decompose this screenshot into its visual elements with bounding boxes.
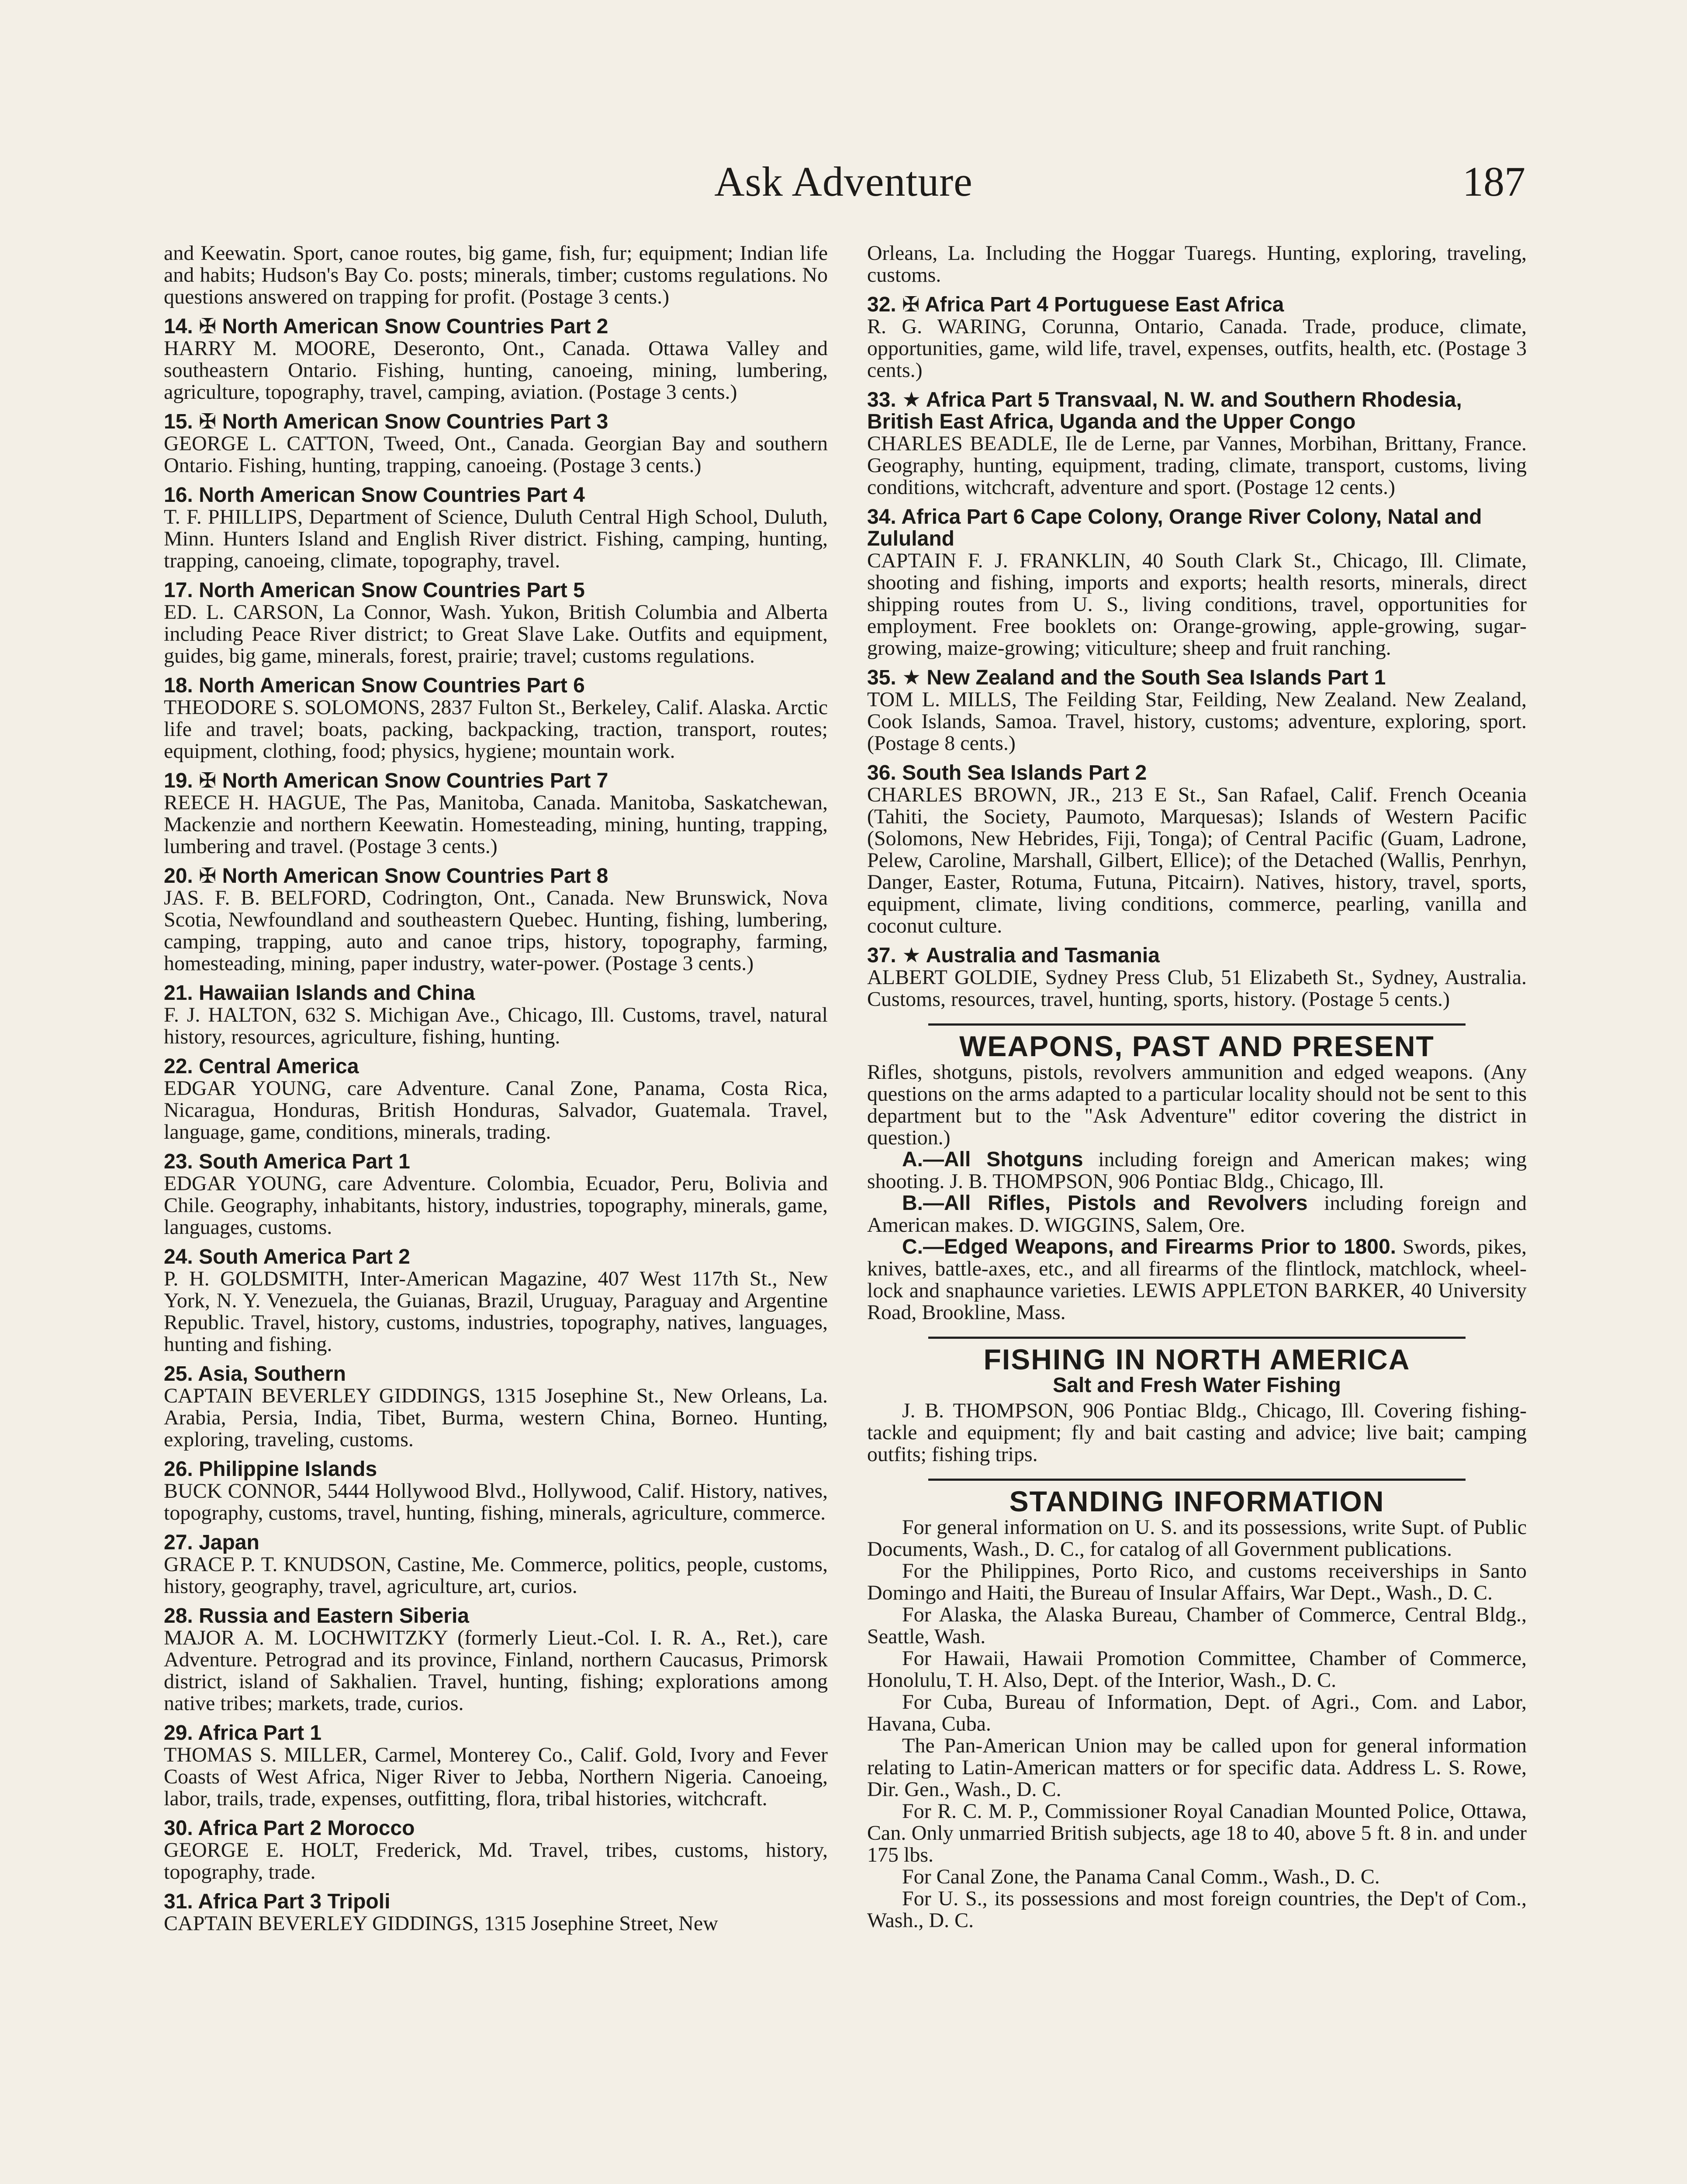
department-heading: 24. South America Part 2 [164,1245,410,1268]
department-description: BUCK CONNOR, 5444 Hollywood Blvd., Hollywood, Calif. History, natives, topography, customs, travel, hunting, fishing, minerals, agriculture, commerce. [164,1479,828,1524]
department-description: P. H. GOLDSMITH, Inter-American Magazine, 407 West 117th St., New York, N. Y. Venezuela, the Guianas, Brazil, Uruguay, Paraguay and Argentine Republic. Travel, history, customs, industries, topography, natives, languages, hunting and fishing. [164,1267,828,1356]
right-entries-list [867,294,1527,1010]
right-intro-entry [867,242,1527,286]
department-description: CHARLES BROWN, JR., 213 E St., San Rafael, Calif. French Oceania (Tahiti, the Society, Paumoto, Marquesas); Islands of Western Pacific (Solomons, New Hebrides, Fiji, Tonga); of Central Pacific (Guam, Ladrone, Pelew, Caroline, Marshall, Gilbert, Ellice); of the Detached (Wallis, Penrhyn, Danger, Easter, Rotuma, Futuna, Pitcairn). Natives, history, travel, sports, equipment, climate, living conditions, commerce, pearling, vanilla and coconut culture. [867,783,1527,937]
standing-paragraph: For Cuba, Bureau of Information, Dept. of Agri., Com. and Labor, Havana, Cuba. [867,1690,1527,1735]
standing-section [867,1485,1527,1932]
department-entry [164,1722,828,1810]
department-heading: 37. ★ Australia and Tasmania [867,944,1160,967]
department-entry [164,1056,828,1143]
weapons-item-a-label: A.—All Shotguns [902,1148,1083,1171]
department-description: JAS. F. B. BELFORD, Codrington, Ont., Canada. New Brunswick, Nova Scotia, Newfoundland and southeastern Quebec. Hunting, fishing, lumbering, camping, trapping, auto and canoe trips, history, topography, farming, homesteading, mining, paper industry, water-power. (Postage 3 cents.) [164,886,828,975]
weapons-item-b [867,1192,1527,1236]
right-column [867,242,1527,1932]
department-description: THOMAS S. MILLER, Carmel, Monterey Co., Calif. Gold, Ivory and Fever Coasts of West Africa, Niger River to Jebba, Northern Nigeria. Canoeing, labor, trails, trade, expenses, outfitting, flora, tribal histories, witchcraft. [164,1743,828,1810]
left-intro-entry [164,242,828,308]
page-number: 187 [1462,158,1525,205]
weapons-item-c [867,1236,1527,1324]
department-heading: 25. Asia, Southern [164,1362,346,1386]
department-entry [867,667,1527,754]
department-heading: 23. South America Part 1 [164,1150,410,1173]
department-heading: 30. Africa Part 2 Morocco [164,1817,415,1840]
standing-paragraphs [867,1517,1527,1932]
section-divider [928,1479,1466,1481]
department-entry [164,1458,828,1524]
weapons-intro: Rifles, shotguns, pistols, revolvers ammunition and edged weapons. (Any questions on the arms adapted to a particular locality should not be sent to this department but to the "Ask Adventure" editor covering the district in question.) [867,1061,1527,1149]
standing-paragraph: For general information on U. S. and its possessions, write Supt. of Public Documents, Wash., D. C., for catalog of all Government publications. [867,1516,1527,1561]
department-entry [867,294,1527,381]
section-divider [928,1023,1466,1026]
page-header [0,157,1687,218]
department-heading: 20. ✠ North American Snow Countries Part 8 [164,864,608,888]
weapons-item-a-text: including foreign and American makes; wing shooting. J. B. THOMPSON, 906 Pontiac Bldg., Chicago, Ill. [867,1148,1527,1193]
department-description: CAPTAIN F. J. FRANKLIN, 40 South Clark St., Chicago, Ill. Climate, shooting and fishing, imports and exports; health resorts, minerals, direct shipping routes from U. S., living conditions, travel, opportunities for employment. Free booklets on: Orange-growing, apple-growing, sugar-growing, maize-growing; viticulture; sheep and fruit ranching. [867,549,1527,660]
department-description: ALBERT GOLDIE, Sydney Press Club, 51 Elizabeth St., Sydney, Australia. Customs, resources, travel, hunting, sports, history. (Postage 5 cents.) [867,966,1527,1011]
department-heading: 35. ★ New Zealand and the South Sea Islands Part 1 [867,666,1386,689]
department-entry [164,865,828,975]
department-description: REECE H. HAGUE, The Pas, Manitoba, Canada. Manitoba, Saskatchewan, Mackenzie and northern Keewatin. Homesteading, mining, hunting, trapping, lumbering and travel. (Postage 3 cents.) [164,791,828,858]
department-entry [164,1363,828,1451]
department-description: CAPTAIN BEVERLEY GIDDINGS, 1315 Josephine St., New Orleans, La. Arabia, Persia, India, Tibet, Burma, western China, Borneo. Hunting, exploring, traveling, customs. [164,1384,828,1451]
department-entry [867,506,1527,659]
standing-paragraph: For R. C. M. P., Commissioner Royal Canadian Mounted Police, Ottawa, Can. Only unmarried British subjects, age 18 to 40, above 5 ft. 8 in. and under 175 lbs. [867,1800,1527,1866]
department-entry [164,1532,828,1597]
section-divider [928,1337,1466,1339]
department-heading: 28. Russia and Eastern Siberia [164,1604,469,1628]
department-description: THEODORE S. SOLOMONS, 2837 Fulton St., Berkeley, Calif. Alaska. Arctic life and travel; boats, packing, backpacking, traction, transport, routes; equipment, clothing, food; physics, hygiene; mountain work. [164,696,828,763]
department-entry [164,1605,828,1714]
standing-paragraph: For Canal Zone, the Panama Canal Comm., Wash., D. C. [902,1865,1380,1888]
weapons-section-title: WEAPONS, PAST AND PRESENT [959,1030,1435,1062]
department-entry [164,1246,828,1355]
department-description: MAJOR A. M. LOCHWITZKY (formerly Lieut.-Col. I. R. A., Ret.), care Adventure. Petrograd and its province, Finland, northern Caucasus, Primorsk district, island of Sakhalien. Travel, hunting, fishing; explorations among native tribes; markets, trade, curios. [164,1626,828,1715]
department-description: CAPTAIN BEVERLEY GIDDINGS, 1315 Josephine Street, New [164,1912,718,1935]
department-entry [164,580,828,667]
department-heading: 26. Philippine Islands [164,1458,377,1481]
fishing-section-subtitle: Salt and Fresh Water Fishing [1053,1374,1341,1397]
department-heading: 34. Africa Part 6 Cape Colony, Orange River Colony, Natal and Zululand [867,505,1482,550]
department-entry [867,762,1527,937]
department-heading: 17. North American Snow Countries Part 5 [164,579,585,602]
weapons-item-c-text: Swords, pikes, knives, battle-axes, etc., and all firearms of the flintlock, matchlock, wheel-lock and snaphaunce varieties. LEWIS APPLETON BARKER, 40 University Road, Brookline, Mass. [867,1235,1527,1324]
department-description: R. G. WARING, Corunna, Ontario, Canada. Trade, produce, climate, opportunities, game, wild life, travel, expenses, outfits, health, etc. (Postage 3 cents.) [867,315,1527,382]
department-entry [164,484,828,572]
page-title: Ask Adventure [714,158,973,205]
department-heading: 15. ✠ North American Snow Countries Part 3 [164,410,608,433]
department-entry [164,1891,828,1935]
standing-paragraph: For Hawaii, Hawaii Promotion Committee, Chamber of Commerce, Honolulu, T. H. Also, Dept. of the Interior, Wash., D. C. [867,1647,1527,1692]
department-description: GRACE P. T. KNUDSON, Castine, Me. Commerce, politics, people, customs, history, geography, travel, agriculture, art, curios. [164,1553,828,1598]
weapons-item-b-label: B.—All Rifles, Pistols and Revolvers [902,1192,1308,1215]
department-entry [164,770,828,857]
standing-paragraph: For the Philippines, Porto Rico, and customs receiverships in Santo Domingo and Haiti, the Bureau of Insular Affairs, War Dept., Wash., D. C. [867,1559,1527,1604]
standing-paragraph: The Pan-American Union may be called upon for general information relating to Latin-American matters or for specific data. Address L. S. Rowe, Dir. Gen., Wash., D. C. [867,1734,1527,1801]
department-heading: 18. North American Snow Countries Part 6 [164,674,585,697]
right-intro-text: Orleans, La. Including the Hoggar Tuaregs. Hunting, exploring, traveling, customs. [867,242,1527,287]
department-entry [867,945,1527,1010]
standing-section-title: STANDING INFORMATION [1009,1485,1385,1517]
weapons-section [867,1030,1527,1324]
left-intro-text: and Keewatin. Sport, canoe routes, big game, fish, fur; equipment; Indian life and habits; Hudson's Bay Co. posts; minerals, timber; customs regulations. No questions answered on trapping for profit. (Postage 3 cents.) [164,242,828,308]
department-heading: 33. ★ Africa Part 5 Transvaal, N. W. and Southern Rhodesia, British East Africa, Uganda and the Upper Congo [867,388,1462,433]
department-description: GEORGE L. CATTON, Tweed, Ont., Canada. Georgian Bay and southern Ontario. Fishing, hunting, trapping, canoeing. (Postage 3 cents.) [164,432,828,477]
department-heading: 31. Africa Part 3 Tripoli [164,1890,391,1913]
fishing-text: J. B. THOMPSON, 906 Pontiac Bldg., Chicago, Ill. Covering fishing-tackle and equipment; fly and bait casting and advice; live bait; camping outfits; fishing trips. [867,1399,1527,1466]
department-description: TOM L. MILLS, The Feilding Star, Feilding, New Zealand. New Zealand, Cook Islands, Samoa. Travel, history, customs; adventure, exploring, sport. (Postage 8 cents.) [867,688,1527,755]
department-heading: 21. Hawaiian Islands and China [164,981,475,1005]
department-description: GEORGE E. HOLT, Frederick, Md. Travel, tribes, customs, history, topography, trade. [164,1838,828,1883]
department-description: T. F. PHILLIPS, Department of Science, Duluth Central High School, Duluth, Minn. Hunters Island and English River district. Fishing, camping, hunting, trapping, canoeing, climate, topography, travel. [164,505,828,572]
department-description: CHARLES BEADLE, Ile de Lerne, par Vannes, Morbihan, Brittany, France. Geography, hunting, equipment, trading, climate, transport, customs, living conditions, witchcraft, adventure and sport. (Postage 12 cents.) [867,432,1527,499]
department-entry [164,411,828,477]
department-entry [164,675,828,762]
department-entry [164,316,828,403]
standing-paragraph: For Alaska, the Alaska Bureau, Chamber of Commerce, Central Bldg., Seattle, Wash. [867,1603,1527,1648]
department-entry [164,982,828,1048]
department-entry [164,1151,828,1238]
department-heading: 29. Africa Part 1 [164,1721,322,1745]
left-entries-list [164,316,828,1935]
department-heading: 19. ✠ North American Snow Countries Part 7 [164,769,608,792]
department-heading: 16. North American Snow Countries Part 4 [164,484,585,507]
department-description: EDGAR YOUNG, care Adventure. Colombia, Ecuador, Peru, Bolivia and Chile. Geography, inhabitants, history, industries, topography, minerals, game, languages, customs. [164,1172,828,1239]
fishing-section [867,1343,1527,1466]
weapons-item-c-label: C.—Edged Weapons, and Firearms Prior to 1800. [902,1235,1397,1258]
department-description: HARRY M. MOORE, Deseronto, Ont., Canada. Ottawa Valley and southeastern Ontario. Fishing, hunting, canoeing, mining, lumbering, agriculture, topography, travel, camping, aviation. (Postage 3 cents.) [164,337,828,404]
department-description: ED. L. CARSON, La Connor, Wash. Yukon, British Columbia and Alberta including Peace River district; to Great Slave Lake. Outfits and equipment, guides, big game, minerals, forest, prairie; travel; customs regulations. [164,601,828,667]
standing-paragraph: For U. S., its possessions and most foreign countries, the Dep't of Com., Wash., D. C. [867,1887,1527,1932]
department-heading: 32. ✠ Africa Part 4 Portuguese East Africa [867,293,1284,316]
fishing-section-title: FISHING IN NORTH AMERICA [983,1343,1410,1375]
weapons-item-a [867,1149,1527,1192]
department-heading: 14. ✠ North American Snow Countries Part 2 [164,315,608,338]
department-entry [164,1818,828,1883]
department-heading: 22. Central America [164,1055,359,1078]
left-column [164,242,828,1942]
department-heading: 36. South Sea Islands Part 2 [867,761,1147,784]
department-heading: 27. Japan [164,1531,259,1554]
weapons-item-b-text: including foreign and American makes. D. WIGGINS, Salem, Ore. [867,1192,1527,1237]
department-description: F. J. HALTON, 632 S. Michigan Ave., Chicago, Ill. Customs, travel, natural history, resources, agriculture, fishing, hunting. [164,1003,828,1048]
department-description: EDGAR YOUNG, care Adventure. Canal Zone, Panama, Costa Rica, Nicaragua, Honduras, British Honduras, Salvador, Guatemala. Travel, language, game, conditions, minerals, trading. [164,1077,828,1144]
department-entry [867,389,1527,498]
